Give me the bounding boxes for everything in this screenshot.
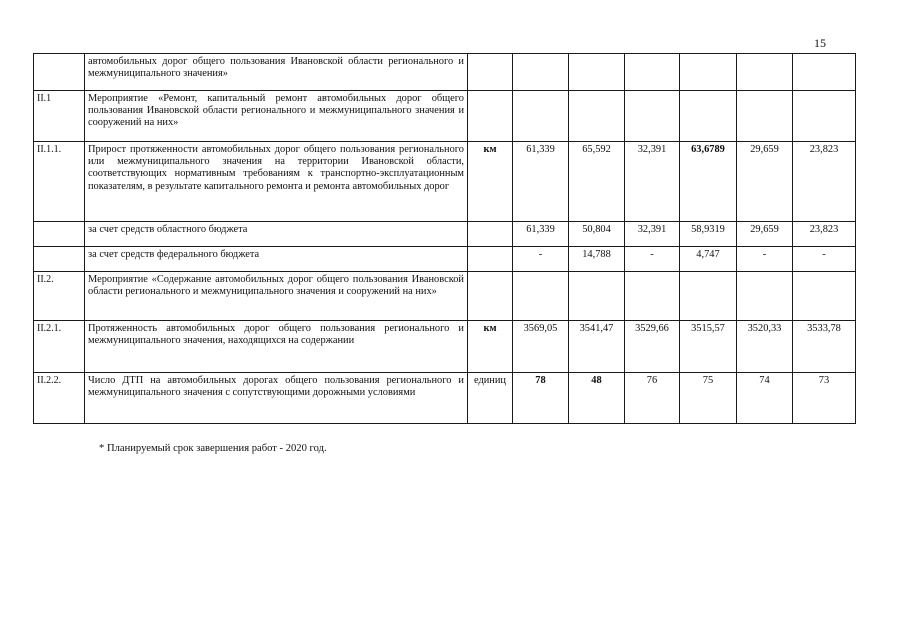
value-cell (513, 272, 569, 321)
value-cell: - (793, 247, 856, 272)
row-unit (468, 272, 513, 321)
value-cell (625, 54, 680, 91)
table-row (34, 142, 856, 222)
value-cell (737, 91, 793, 142)
value-cell: 23,823 (793, 222, 856, 247)
row-code: II.2. (34, 272, 85, 321)
value-cell: 32,391 (625, 222, 680, 247)
row-unit: км (468, 142, 513, 222)
value-cell: 3529,66 (625, 321, 680, 373)
row-unit (468, 91, 513, 142)
row-code (34, 247, 85, 272)
row-unit (468, 54, 513, 91)
value-cell: 3520,33 (737, 321, 793, 373)
row-description: Прирост протяженности автомобильных дорог общего пользования регионального или межмуниципального значения на территории Ивановской области, соответствующих нормативным требованиям к транспортно-эксплуатационным показателям, в результате капитального ремонта и ремонта автомобильных дорог (85, 142, 468, 222)
row-code: II.2.2. (34, 373, 85, 424)
value-cell: - (737, 247, 793, 272)
value-cell: 58,9319 (680, 222, 737, 247)
table-row (34, 91, 856, 142)
table-row (34, 272, 856, 321)
row-description: Мероприятие «Ремонт, капитальный ремонт автомобильных дорог общего пользования Ивановской области регионального и межмуниципального значения и сооружений на них» (85, 91, 468, 142)
row-description: Мероприятие «Содержание автомобильных дорог общего пользования Ивановской области регионального и межмуниципального значения и сооружений на них» (85, 272, 468, 321)
value-cell: 32,391 (625, 142, 680, 222)
table-row (34, 54, 856, 91)
value-cell (737, 54, 793, 91)
value-cell (680, 272, 737, 321)
table-row (34, 373, 856, 424)
value-cell: 3533,78 (793, 321, 856, 373)
value-cell (680, 54, 737, 91)
value-cell: - (513, 247, 569, 272)
value-cell: 63,6789 (680, 142, 737, 222)
row-code: II.1.1. (34, 142, 85, 222)
row-unit: единиц (468, 373, 513, 424)
value-cell: 3515,57 (680, 321, 737, 373)
value-cell (569, 272, 625, 321)
row-code: II.1 (34, 91, 85, 142)
page-number: 15 (814, 36, 826, 50)
row-description: автомобильных дорог общего пользования Ивановской области регионального и межмуниципального значения» (85, 54, 468, 91)
value-cell (625, 272, 680, 321)
row-description: Число ДТП на автомобильных дорогах общего пользования регионального и межмуниципального значения с сопутствующими дорожными условиями (85, 373, 468, 424)
value-cell: 61,339 (513, 142, 569, 222)
value-cell: 76 (625, 373, 680, 424)
value-cell: 29,659 (737, 222, 793, 247)
value-cell: 3569,05 (513, 321, 569, 373)
value-cell: 65,592 (569, 142, 625, 222)
value-cell (680, 91, 737, 142)
value-cell: 73 (793, 373, 856, 424)
value-cell (569, 91, 625, 142)
value-cell: 50,804 (569, 222, 625, 247)
table-row (34, 247, 856, 272)
value-cell (793, 91, 856, 142)
value-cell: 4,747 (680, 247, 737, 272)
row-description: Протяженность автомобильных дорог общего пользования регионального и межмуниципального значения, находящихся на содержании (85, 321, 468, 373)
row-code: II.2.1. (34, 321, 85, 373)
table-row (34, 321, 856, 373)
row-unit (468, 247, 513, 272)
value-cell (793, 54, 856, 91)
row-unit (468, 222, 513, 247)
value-cell: 14,788 (569, 247, 625, 272)
value-cell: 61,339 (513, 222, 569, 247)
row-unit: км (468, 321, 513, 373)
value-cell (737, 272, 793, 321)
value-cell: 75 (680, 373, 737, 424)
row-code (34, 222, 85, 247)
value-cell: 78 (513, 373, 569, 424)
footnote: * Планируемый срок завершения работ - 2020 год. (99, 443, 327, 454)
table-row (34, 222, 856, 247)
row-description: за счет средств федерального бюджета (85, 247, 468, 272)
value-cell: 23,823 (793, 142, 856, 222)
row-code (34, 54, 85, 91)
value-cell: 48 (569, 373, 625, 424)
value-cell: - (625, 247, 680, 272)
value-cell (569, 54, 625, 91)
value-cell: 29,659 (737, 142, 793, 222)
value-cell: 74 (737, 373, 793, 424)
value-cell (513, 54, 569, 91)
value-cell (625, 91, 680, 142)
row-description: за счет средств областного бюджета (85, 222, 468, 247)
indicators-table (33, 53, 856, 424)
value-cell (513, 91, 569, 142)
value-cell: 3541,47 (569, 321, 625, 373)
value-cell (793, 272, 856, 321)
